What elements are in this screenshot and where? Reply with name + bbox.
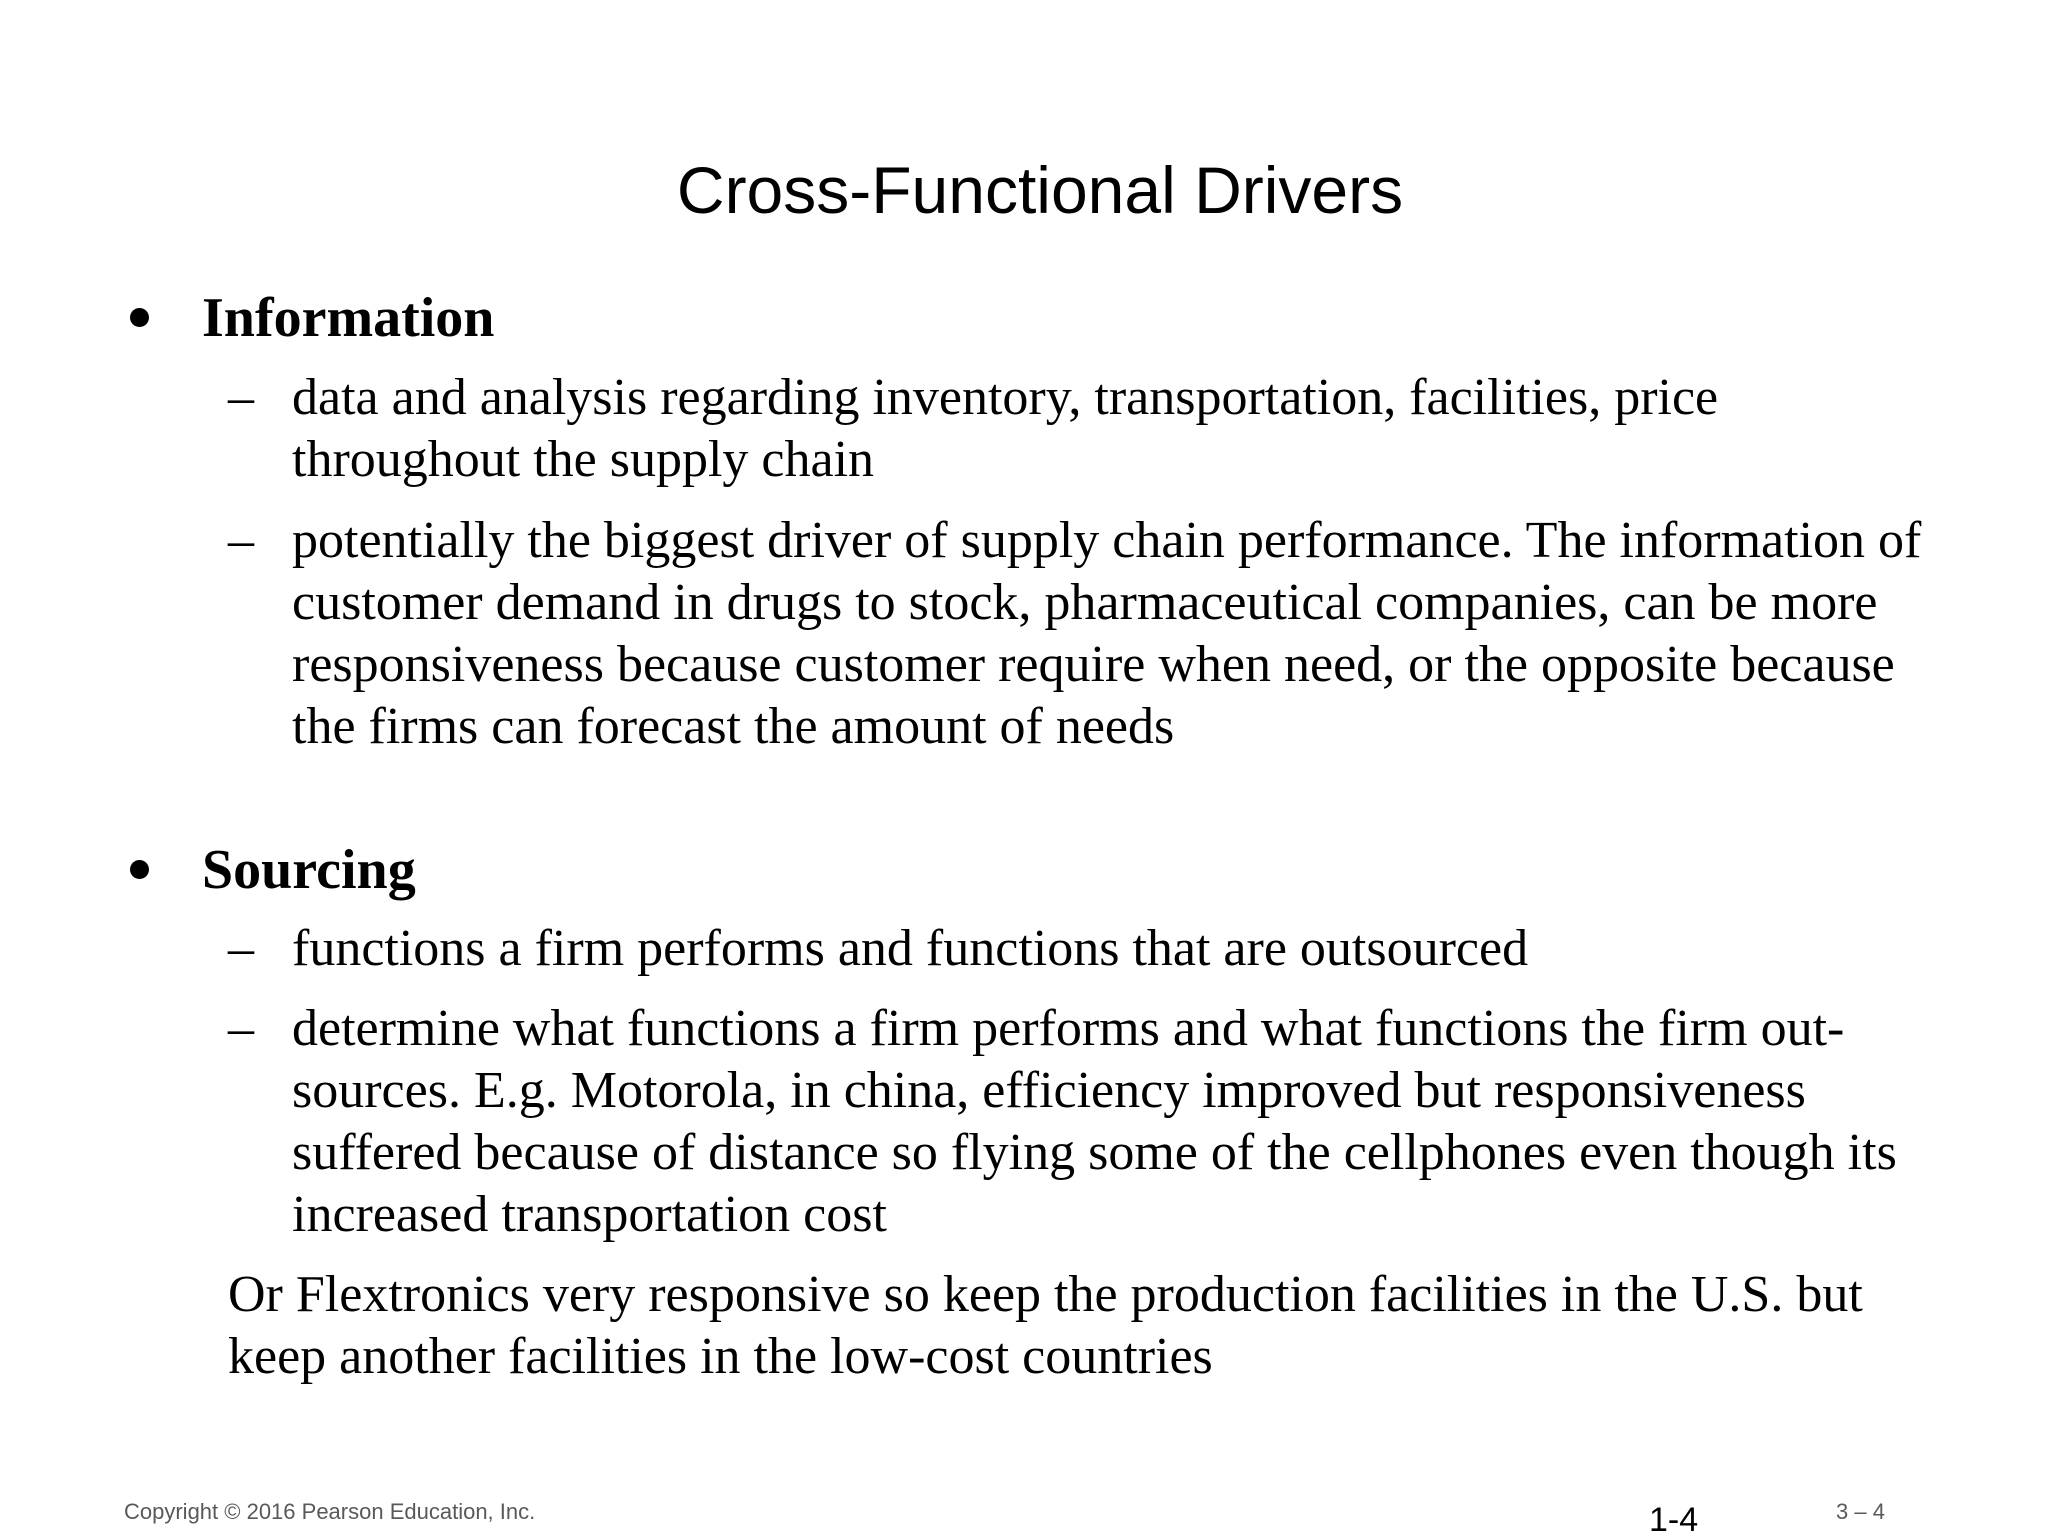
sub-item-information-2 (228, 510, 1932, 758)
bullet-dot-icon (130, 860, 149, 879)
slide-number: 3 – 4 (1836, 1499, 1885, 1524)
slide-title: Cross-Functional Drivers (676, 153, 1404, 227)
dash-icon: – (228, 512, 254, 569)
sub-item-sourcing-2 (228, 998, 1932, 1246)
dash-icon: – (228, 1000, 254, 1057)
sub-item-text: functions a firm performs and functions that are outsourced (292, 920, 1529, 977)
bullet-dot-icon (130, 308, 149, 327)
dash-icon: – (228, 920, 254, 977)
sub-item-text: data and analysis regarding inventory, transportation, facilities, price throughout the supply chain (292, 369, 1719, 488)
sourcing-note: Or Flextronics very responsive so keep the production facilities in the U.S. but keep another facilities in the low-cost countries (228, 1266, 1863, 1385)
dash-icon: – (228, 369, 254, 426)
sub-item-sourcing-1 (228, 918, 1932, 980)
copyright-text: Copyright © 2016 Pearson Education, Inc. (124, 1499, 536, 1524)
bullet-heading-sourcing: Sourcing (202, 839, 416, 901)
sub-item-text: potentially the biggest driver of supply chain performance. The information of customer demand in drugs to stock, pharmaceutical companies, can be more responsiveness because customer require when need, or the opposite because the firms can forecast the amount of needs (292, 512, 1922, 755)
sub-item-information-1 (228, 367, 1932, 491)
sub-item-text: determine what functions a firm performs and what functions the firm out- sources. E.g. Motorola, in china, efficiency improved but responsiveness suffered because of distance so flying some of the cellphones even though its increased transportation cost (292, 1000, 1897, 1243)
page-label: 1-4 (1649, 1501, 1699, 1539)
bullet-heading-information: Information (202, 287, 495, 349)
